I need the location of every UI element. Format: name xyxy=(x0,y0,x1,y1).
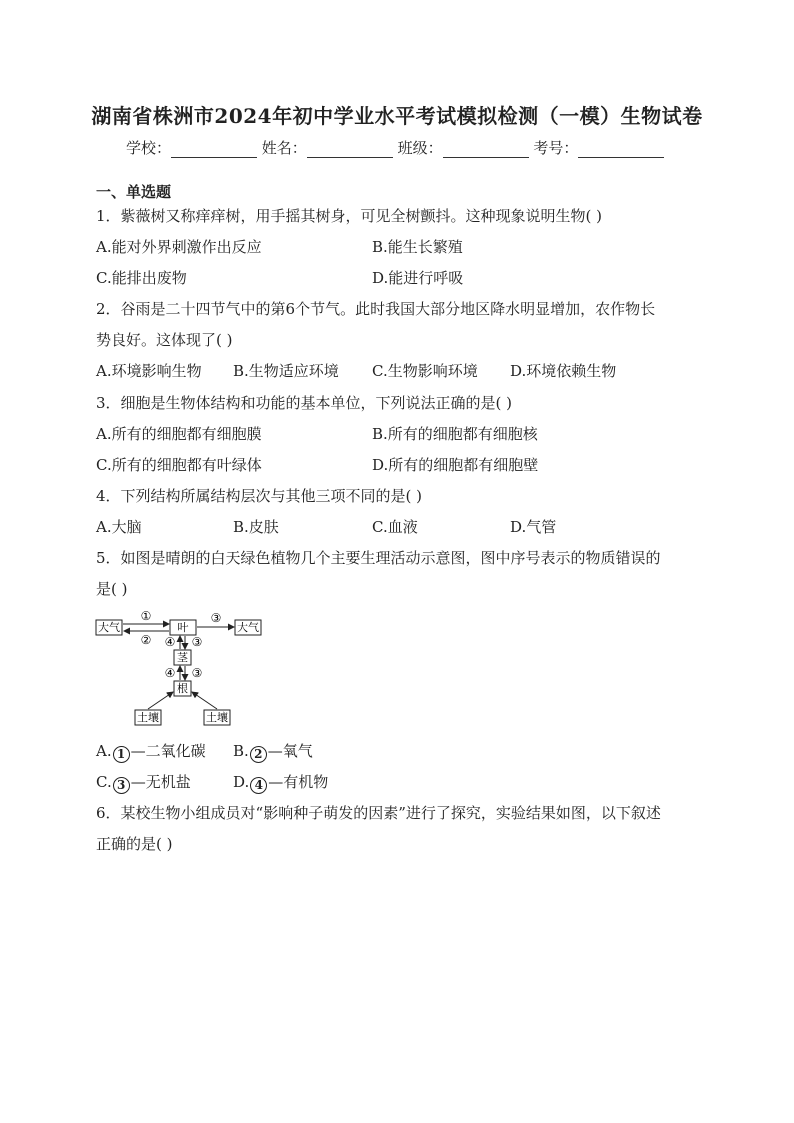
air-right-box xyxy=(235,620,261,635)
number-blank[interactable] xyxy=(578,143,664,158)
question-6-line-1: 6．某校生物小组成员对“影响种子萌发的因素”进行了探究，实验结果如图，以下叙述 xyxy=(96,804,661,822)
circled-number: 4 xyxy=(250,777,267,794)
stem-box xyxy=(174,650,191,665)
exam-title: 湖南省株洲市2024年初中学业水平考试模拟检测（一模）生物试卷 xyxy=(91,104,703,128)
label-3-upper: ③ xyxy=(191,635,203,649)
q1-option-c[interactable]: C.能排出废物 xyxy=(96,269,187,287)
q3-option-c[interactable]: C.所有的细胞都有叶绿体 xyxy=(96,456,262,474)
stem-label: 茎 xyxy=(177,651,188,664)
label-1: ① xyxy=(140,609,152,623)
class-blank[interactable] xyxy=(443,143,529,158)
section-heading: 一、单选题 xyxy=(96,183,172,201)
q1-option-a[interactable]: A.能对外界刺激作出反应 xyxy=(96,238,262,256)
q5-option-d[interactable]: D. 4 —有机物 xyxy=(233,773,329,792)
q4-option-a[interactable]: A.大脑 xyxy=(96,518,142,536)
q1-option-b[interactable]: B.能生长繁殖 xyxy=(372,238,463,256)
q3-option-a[interactable]: A.所有的细胞都有细胞膜 xyxy=(96,425,262,443)
q2-option-d[interactable]: D.环境依赖生物 xyxy=(510,362,617,380)
label-3-air: ③ xyxy=(210,611,222,625)
air-left-box xyxy=(96,620,122,635)
question-4: 4．下列结构所属结构层次与其他三项不同的是( ) xyxy=(96,487,423,505)
air-right-label: 大气 xyxy=(237,621,259,634)
q4-option-c[interactable]: C.血液 xyxy=(372,518,418,536)
label-4-lower: ④ xyxy=(164,666,176,680)
air-left-label: 大气 xyxy=(98,621,120,634)
arrow-soil-right xyxy=(192,692,217,709)
circled-number: 2 xyxy=(250,746,267,763)
school-blank[interactable] xyxy=(171,143,257,158)
q4-option-d[interactable]: D.气管 xyxy=(510,518,557,536)
question-3: 3．细胞是生物体结构和功能的基本单位，下列说法正确的是( ) xyxy=(96,394,513,412)
q5-option-c[interactable]: C. 3 —无机盐 xyxy=(96,773,191,792)
soil-left-box xyxy=(135,710,161,725)
q5-option-a[interactable]: A. 1 —二氧化碳 xyxy=(96,742,206,761)
question-5-line-1: 5．如图是晴朗的白天绿色植物几个主要生理活动示意图，图中序号表示的物质错误的 xyxy=(96,549,661,567)
school-label: 学校： xyxy=(126,139,172,157)
question-2-line-2: 势良好。这体现了( ) xyxy=(96,331,233,349)
soil-right-label: 土壤 xyxy=(206,711,228,724)
q2-option-c[interactable]: C.生物影响环境 xyxy=(372,362,478,380)
soil-left-label: 土壤 xyxy=(137,711,159,724)
soil-right-box xyxy=(204,710,230,725)
label-2: ② xyxy=(140,633,152,647)
name-blank[interactable] xyxy=(307,143,393,158)
circled-number: 3 xyxy=(113,777,130,794)
number-label: 考号： xyxy=(533,139,579,157)
label-3-lower: ③ xyxy=(191,666,203,680)
q1-option-d[interactable]: D.能进行呼吸 xyxy=(372,269,464,287)
q5-option-b[interactable]: B. 2 —氧气 xyxy=(233,742,313,761)
label-4-upper: ④ xyxy=(164,635,176,649)
leaf-box xyxy=(170,620,196,635)
question-6-line-2: 正确的是( ) xyxy=(96,835,173,853)
leaf-label: 叶 xyxy=(177,621,189,634)
root-label: 根 xyxy=(177,682,188,695)
q2-option-b[interactable]: B.生物适应环境 xyxy=(233,362,339,380)
plant-activity-diagram xyxy=(92,608,272,730)
question-1: 1．紫薇树又称痒痒树，用手摇其树身，可见全树颤抖。这种现象说明生物( ) xyxy=(96,207,603,225)
arrow-soil-left xyxy=(148,692,173,709)
question-5-line-2: 是( ) xyxy=(96,580,128,598)
question-2-line-1: 2．谷雨是二十四节气中的第6个节气。此时我国大部分地区降水明显增加，农作物长 xyxy=(96,300,656,318)
q2-option-a[interactable]: A.环境影响生物 xyxy=(96,362,202,380)
q3-option-d[interactable]: D.所有的细胞都有细胞壁 xyxy=(372,456,539,474)
q3-option-b[interactable]: B.所有的细胞都有细胞核 xyxy=(372,425,538,443)
name-label: 姓名： xyxy=(261,139,307,157)
student-info-line xyxy=(126,137,664,158)
class-label: 班级： xyxy=(397,139,443,157)
root-box xyxy=(174,681,191,696)
q4-option-b[interactable]: B.皮肤 xyxy=(233,518,279,536)
circled-number: 1 xyxy=(113,746,130,763)
